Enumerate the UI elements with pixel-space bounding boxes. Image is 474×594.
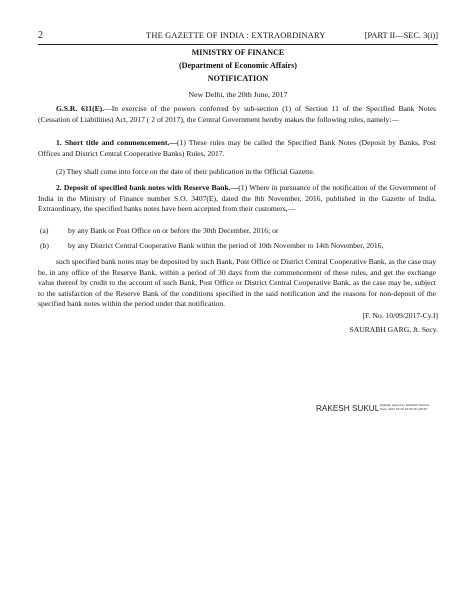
gazette-header [38, 30, 438, 44]
preamble-text: —In exercise of the powers conferred by sub-section (1) of Section 11 of the Specified Bank Notes (Cessation of Liabilities) Act, 2017 ( 2 of 2017), the Central Government hereby makes the following rules, namely:— [38, 104, 437, 124]
place-date: New Delhi, the 20th June, 2017 [188, 90, 288, 99]
ministry-heading: MINISTRY OF FINANCE [191, 48, 285, 57]
department-heading: (Department of Economic Affairs) [178, 61, 297, 70]
rule-2-paragraph [38, 183, 436, 215]
gsr-reference: G.S.R. 611(E). [56, 104, 105, 113]
rule-1-heading: 1. Short title and commencement.— [56, 138, 178, 147]
signed-by-line: Digitally signed by RAKESH SUKUL [380, 403, 430, 407]
rule-2-heading: 2. Deposit of specified bank notes with Reserve Bank.— [56, 183, 239, 192]
signatory: SAURABH GARG, Jt. Secy. [349, 325, 438, 334]
clause-text: by any Bank or Post Office on or before the 30th December, 2016; or [68, 226, 279, 235]
signer-name: RAKESH SUKUL [316, 404, 380, 413]
file-number: [F. No. 10/09/2017-Cy.I] [362, 311, 438, 320]
clause-label: (b) [40, 241, 49, 250]
header-divider [38, 44, 438, 45]
rule-2-text: (1) Where in pursuance of the notification of the Government of India in the Ministry of Finance number S.O. 3407(E), dated the 8th November, 2016, published in the Gazette of India, Extraordinary, the specified banks notes have been accepted from their customers,— [38, 183, 436, 214]
signature-date: Date: 2017.06.20 19:46:30 +05'30' [380, 406, 428, 411]
rule-1-paragraph [38, 138, 436, 159]
page-number: 2 [38, 30, 43, 41]
part-section: [PART II—SEC. 3(i)] [364, 31, 438, 40]
notification-heading: NOTIFICATION [207, 74, 269, 83]
signature-metadata [380, 404, 430, 411]
digital-signature [316, 404, 456, 418]
clause-label: (a) [40, 226, 49, 235]
rule-1-subrule-2: (2) They shall come into force on the date of their publication in the Official Gazette. [56, 167, 315, 176]
rule-1-text: (1) These rules may be called the Specified Bank Notes (Deposit by Banks, Post Offices and District Central Cooperative Banks) Rules, 2017. [38, 138, 436, 158]
gazette-title: THE GAZETTE OF INDIA : EXTRAORDINARY [146, 31, 326, 40]
clause-text: by any District Central Cooperative Bank within the period of 10th November to 14th November, 2016, [68, 241, 384, 250]
concluding-paragraph: such specified bank notes may be deposited by such Bank, Post Office or District Central Cooperative Bank, as the case may be, in any office of the Reserve Bank, within a period of 30 days from the commencement of these rules, and get the exchange value thereof by credit to the account of such Bank, Post Office or District Central Cooperative Bank, as the case may be, subject to the satisfaction of the Reserve Bank of the conditions specified in the said notification and the reasons for non-deposit of the specified bank notes within the period under that notification. [38, 257, 436, 309]
preamble-paragraph [38, 104, 436, 125]
